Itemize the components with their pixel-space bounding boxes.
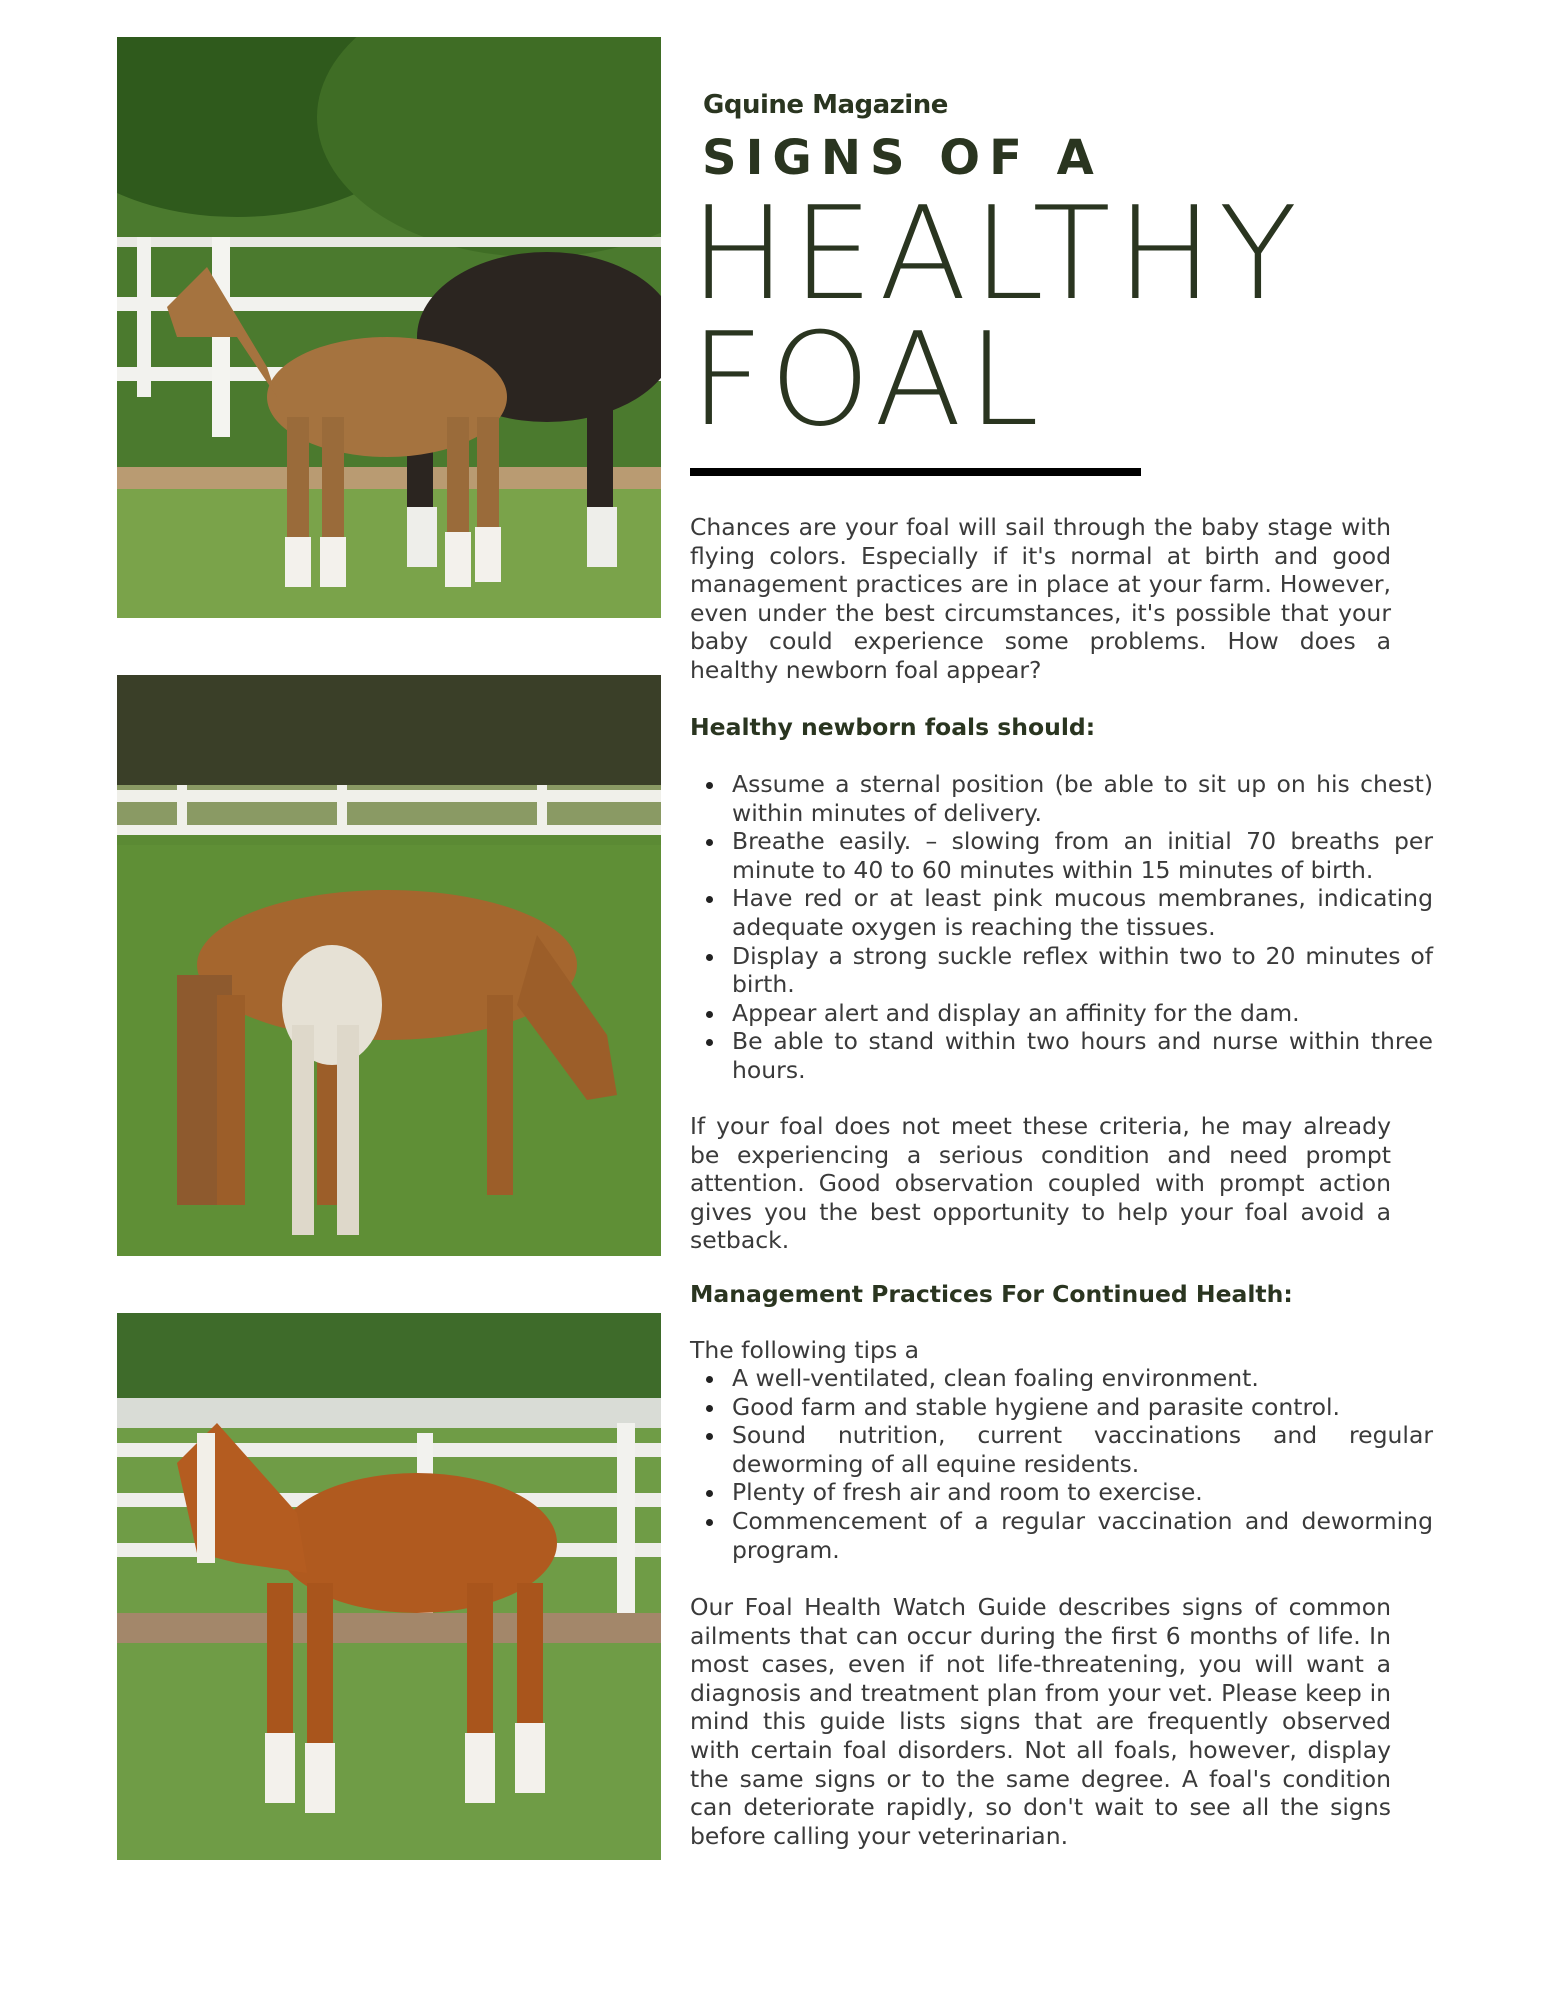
page-title <box>690 180 1410 455</box>
closing-paragraph: Our Foal Health Watch Guide describes signs of common ailments that can occur during the first 6 months of life. In most cases, even if not life-threatening, you will want a diagnosis and treatment plan from your vet. Please keep in mind this guide lists signs that are frequently observed with certain foal disorders. Not all foals, however, display the same signs or to the same degree. A foal's condition can deteriorate rapidly, so don't wait to see all the signs before calling your veterinarian. <box>690 1593 1391 1850</box>
section-heading-healthy: Healthy newborn foals should: <box>690 713 1096 741</box>
list-item: Have red or at least pink mucous membranes, indicating adequate oxygen is reaching the tissues. <box>732 884 1433 941</box>
list-item: Appear alert and display an affinity for the dam. <box>732 999 1433 1028</box>
photo-foal-with-mare <box>117 37 661 618</box>
list-item: Sound nutrition, current vaccinations and regular deworming of all equine residents. <box>732 1421 1433 1478</box>
healthy-list <box>690 770 1433 1085</box>
list-item: Breathe easily. – slowing from an initial 70 breaths per minute to 40 to 60 minutes within 15 minutes of birth. <box>732 827 1433 884</box>
list-item: Assume a sternal position (be able to sit up on his chest) within minutes of delivery. <box>732 770 1433 827</box>
photo-mare-grazing-with-foal <box>117 675 661 1256</box>
management-list <box>690 1364 1433 1564</box>
section-heading-management: Management Practices For Continued Health: <box>690 1280 1293 1308</box>
title-kicker: SIGNS OF A <box>702 130 1103 186</box>
list-item: Be able to stand within two hours and nurse within three hours. <box>732 1027 1433 1084</box>
management-lead: The following tips a <box>690 1336 920 1364</box>
title-line-1: HEALTHY <box>690 180 1303 329</box>
chestnut-foal-photo <box>117 1313 661 1860</box>
list-item: A well-ventilated, clean foaling environment. <box>732 1364 1433 1393</box>
list-item: Commencement of a regular vaccination and deworming program. <box>732 1506 1433 1564</box>
title-divider <box>690 468 1141 476</box>
title-line-2: FOAL <box>690 306 1045 455</box>
followup-paragraph: If your foal does not meet these criteria, he may already be experiencing a serious condition and need prompt attention. Good observation coupled with prompt action gives you the best opportunity to help your foal avoid a setback. <box>690 1112 1391 1255</box>
photo-chestnut-foal <box>117 1313 661 1860</box>
list-item: Display a strong suckle reflex within two to 20 minutes of birth. <box>732 941 1433 999</box>
grazing-mare-and-foal-photo <box>117 675 661 1256</box>
foal-and-mare-photo <box>117 37 661 618</box>
list-item: Good farm and stable hygiene and parasite control. <box>732 1393 1433 1422</box>
intro-paragraph: Chances are your foal will sail through the baby stage with flying colors. Especially if it's normal at birth and good management practices are in place at your farm. However, even under the best circumstances, it's possible that your baby could experience some problems. How does a healthy newborn foal appear? <box>690 513 1391 684</box>
list-item: Plenty of fresh air and room to exercise. <box>732 1478 1433 1507</box>
magazine-name: Gquine Magazine <box>703 90 948 120</box>
